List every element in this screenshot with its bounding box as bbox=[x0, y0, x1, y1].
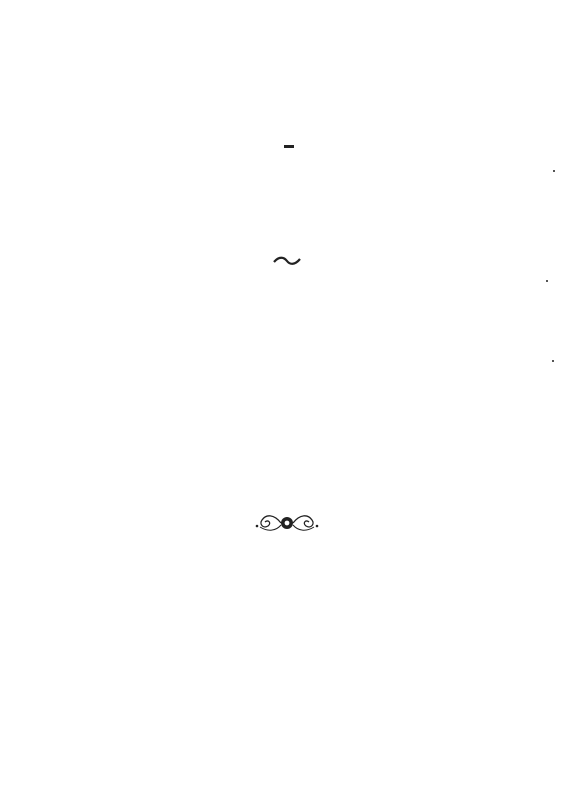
title-page bbox=[64, 90, 512, 704]
floral-ornament-icon bbox=[254, 512, 320, 534]
decorative-border bbox=[64, 90, 512, 704]
tilde-ornament-icon bbox=[272, 256, 302, 266]
publisher-mark-icon bbox=[284, 145, 294, 148]
publisher-block bbox=[64, 578, 512, 602]
